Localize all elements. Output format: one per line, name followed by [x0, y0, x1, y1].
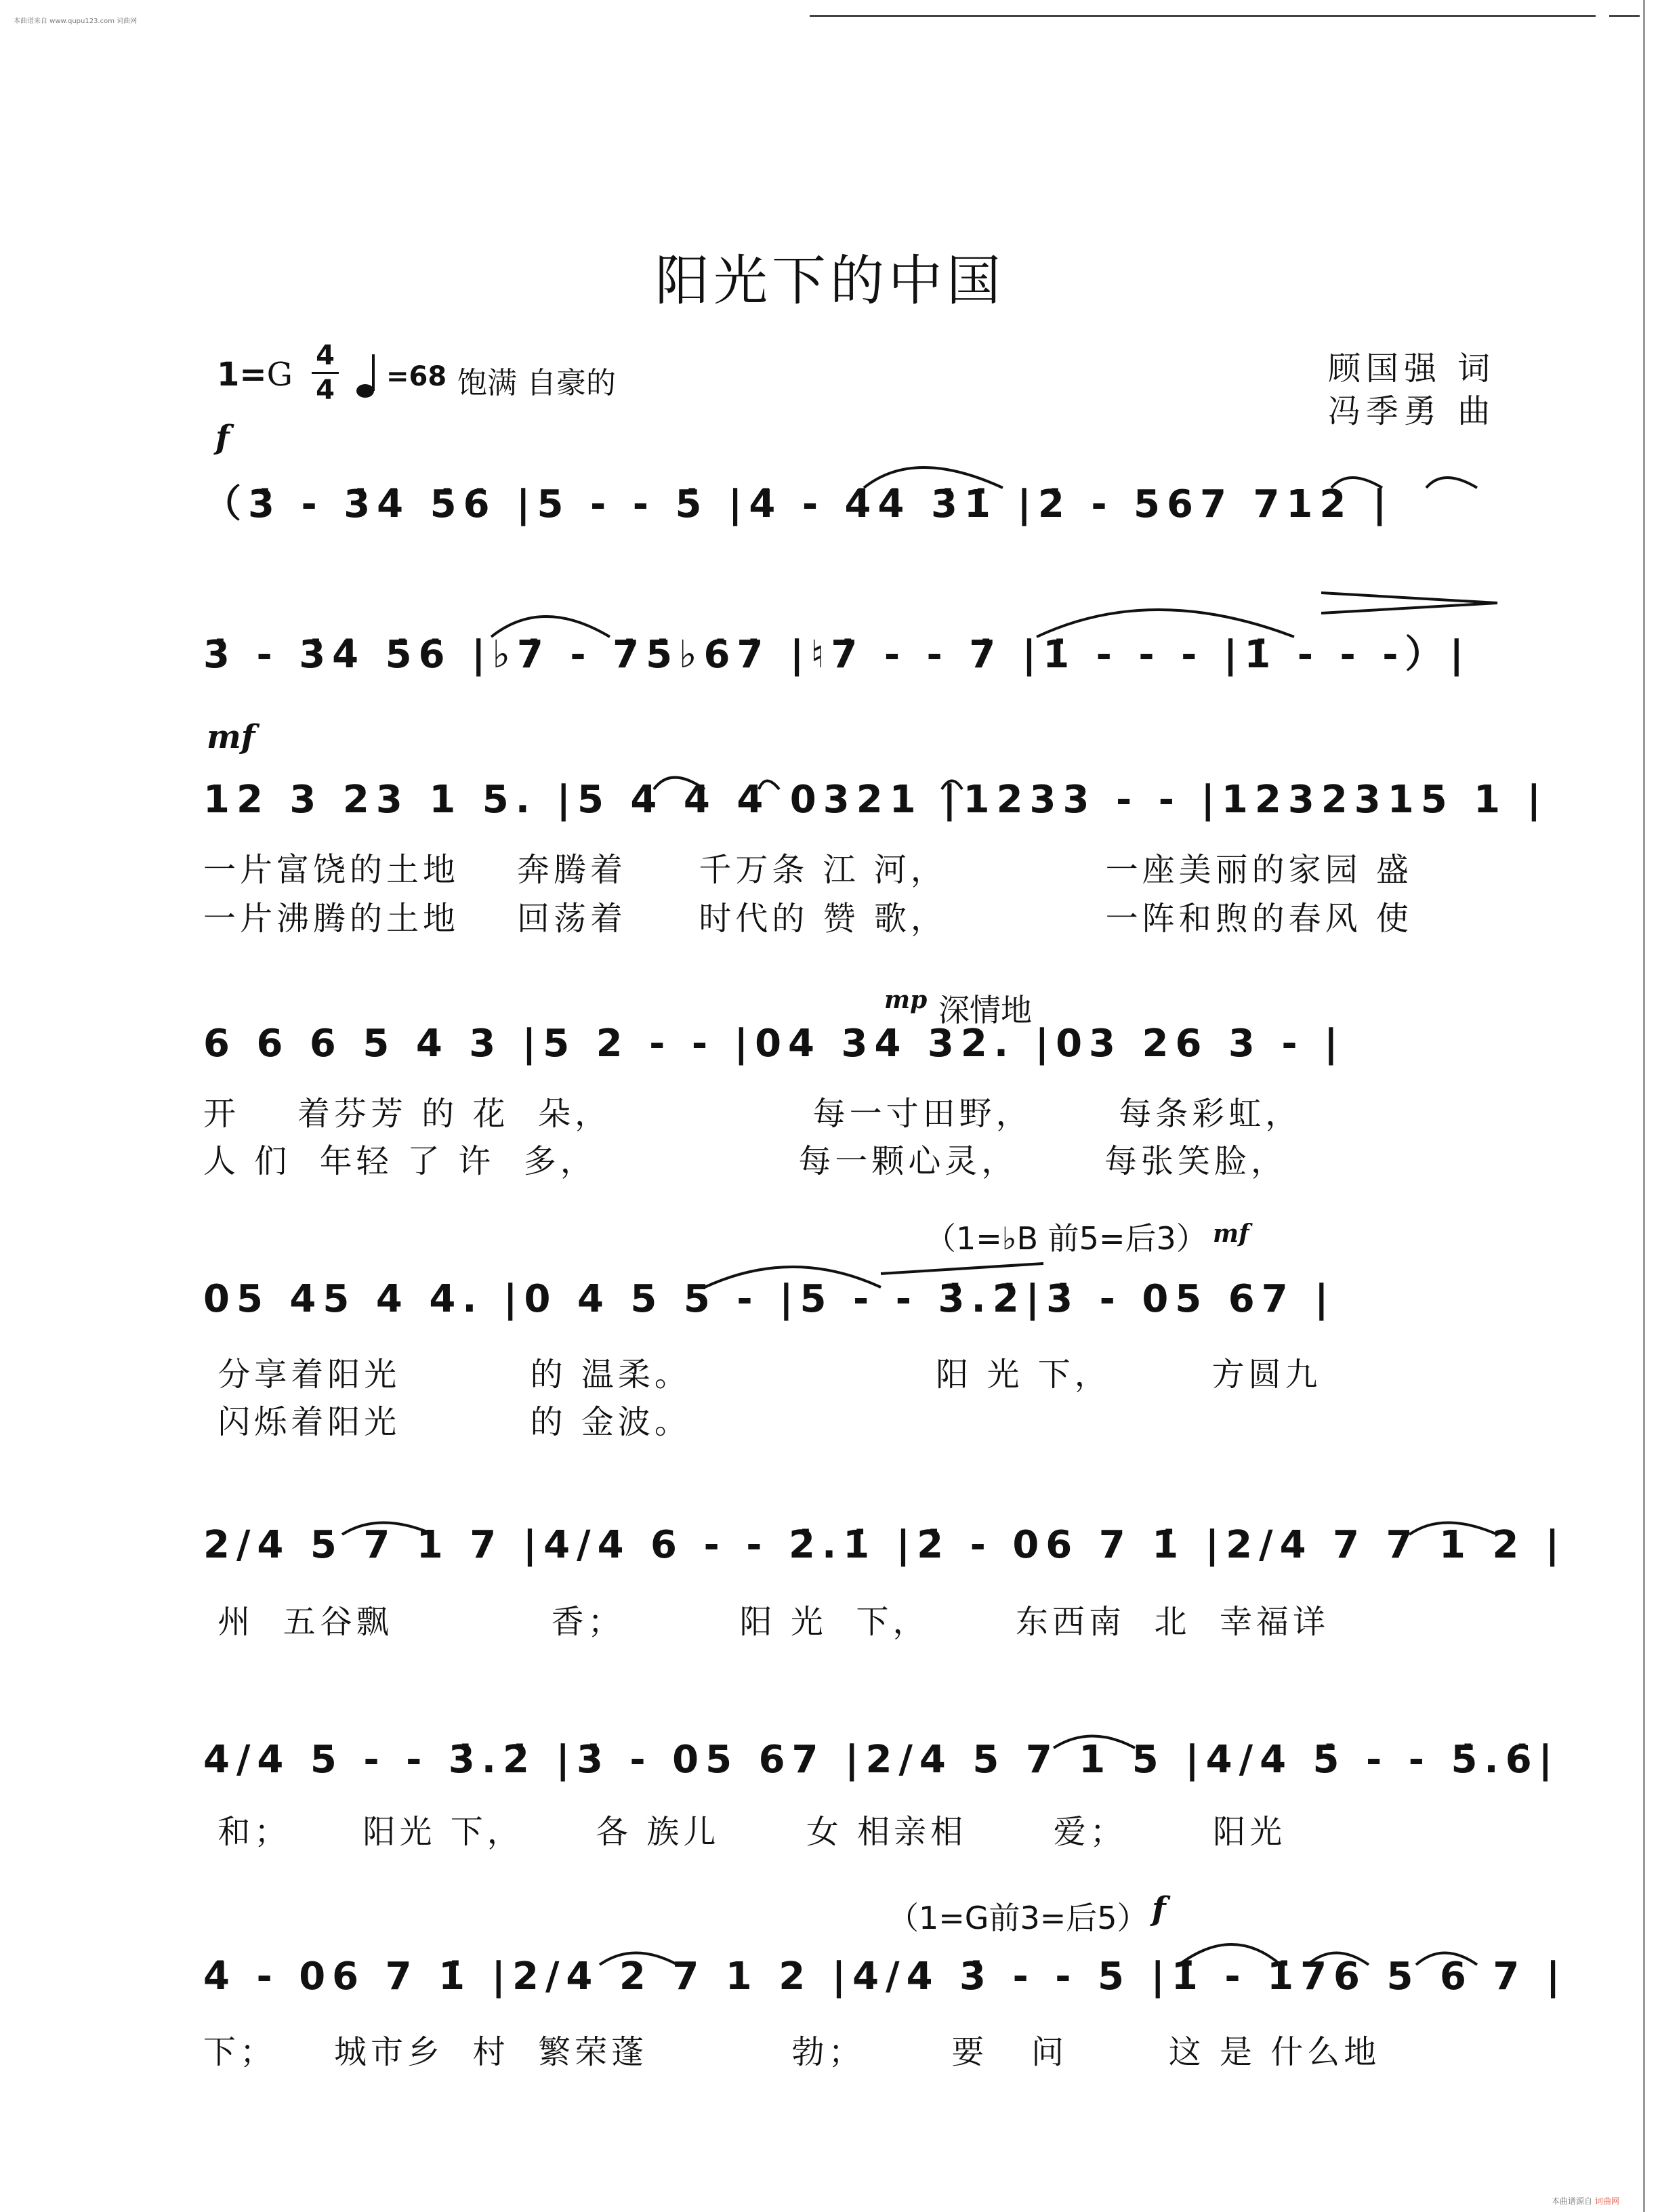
dynamic-f-1: f	[215, 419, 230, 457]
lyric-line-3a: 一片富饶的土地 奔腾着 千万条 江 河， 一座美丽的家园 盛	[203, 851, 1413, 889]
page-title: 阳光下的中国	[655, 249, 1005, 312]
score-line-6: 2/4 5 7 1 7 |4/4 6 - - 2̇.1̇ |2̇ - 06 7 1̇ |2/4 7 7 1 2 |	[203, 1523, 1566, 1567]
key-number: 1	[217, 356, 240, 394]
score-line-7: 4/4 5 - - 3̇.2̇ |3̇ - 05 67 |2/4 5 7 1 5 |4/4 5̇ - - 5̇.6̇|	[203, 1738, 1560, 1782]
tempo-mark: =68	[386, 361, 447, 392]
lyric-line-4a: 开 着芬芳 的 花 朵， 每一寸田野， 每条彩虹，	[203, 1095, 1302, 1133]
score-line-8: 4̇ - 06 7 1̇ |2/4 2 7 1 2 |4/4 3̇ - - 5 |1̇ - 1̇76 5 6 7 |	[203, 1955, 1567, 1999]
key-equals: =	[239, 356, 267, 394]
time-top: 4	[316, 340, 335, 371]
key-change-g: （1=G前3=后5）	[888, 1900, 1148, 1936]
lyric-line-7: 和； 阳光 下， 各 族儿 女 相亲相 爱； 阳光	[203, 1813, 1287, 1851]
watermark-top-left: 本曲谱来自 www.qupu123.com 词曲网	[14, 18, 138, 25]
watermark-a: 本曲谱源自	[1552, 2196, 1593, 2206]
dynamic-mf-1: mf	[207, 718, 255, 756]
score-line-2: 3̇ - 3̇4̇ 5̇6̇ |♭7̇ - 7̇5̇♭6̇7̇ |♮7̇ - - 7̇ |1̇ - - - |1̇ - - -）|	[203, 633, 1470, 677]
composer-credit: 冯季勇 曲	[1328, 392, 1496, 430]
lyric-line-8: 下； 城市乡 村 繁荣蓬 勃； 要 问 这 是 什么地	[203, 2033, 1381, 2071]
dynamic-mp: mp	[884, 986, 928, 1014]
expression-mark: 饱满 自豪的	[457, 366, 616, 400]
score-line-1: （3̇ - 3̇4̇ 5̇6̇ |5 - - 5̇ |4̇ - 4̇4̇ 3̇1̇ |2̇ - 567 712 |	[203, 482, 1394, 526]
lyric-line-3b: 一片沸腾的土地 回荡着 时代的 赞 歌， 一阵和煦的春风 使	[203, 900, 1413, 938]
time-bottom: 4	[316, 375, 335, 406]
score-line-3: 12 3 23 1 5. |5 4 4 4 0321 |1233 - - |1232315 1 |	[203, 778, 1548, 822]
key-letter: G	[266, 356, 293, 394]
key-change-bflat: （1=♭B 前5=后3）	[925, 1220, 1207, 1257]
expression-deep: 深情地	[938, 992, 1032, 1028]
lyric-line-6: 州 五谷飘 香； 阳 光 下， 东西南 北 幸福详	[203, 1603, 1330, 1641]
lyricist-credit: 顾国强 词	[1328, 350, 1496, 388]
dynamic-f-2: f	[1152, 1890, 1166, 1928]
lyric-line-5b: 闪烁着阳光 的 金波。	[203, 1403, 691, 1441]
lyric-line-5a: 分享着阳光 的 温柔。 阳 光 下， 方圆九	[203, 1356, 1322, 1394]
score-line-4: 6 6 6 5 4 3 |5 2 - - |04 34 32. |03 26 3 - |	[203, 1022, 1345, 1066]
watermark-b: 词曲网	[1594, 2196, 1619, 2206]
lyric-line-4b: 人 们 年轻 了 许 多， 每一颗心灵， 每张笑脸，	[203, 1142, 1287, 1180]
score-line-5: 05 45 4 4. |0 4 5 5 - |5 - - 3̇.2̇|3̇ - 05 67 |	[203, 1277, 1335, 1321]
dynamic-mf-2: mf	[1213, 1219, 1249, 1248]
